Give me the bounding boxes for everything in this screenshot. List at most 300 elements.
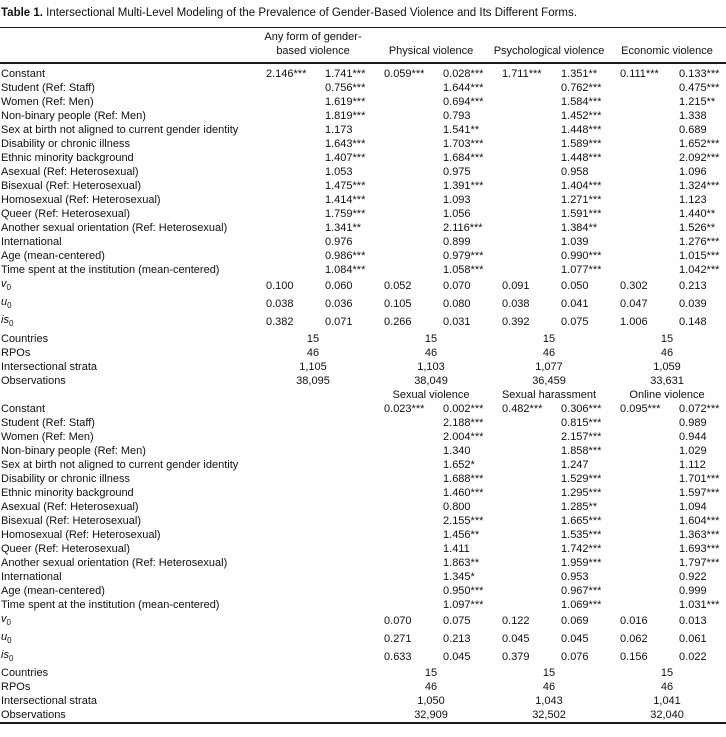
cell-value: 0.041	[561, 298, 589, 311]
cell-value: 0.080	[443, 298, 471, 311]
cell-value: 0.039	[679, 298, 707, 311]
cell-value: 1.541**	[443, 124, 480, 136]
cell-value: 1.295***	[561, 486, 602, 499]
table-row	[0, 207, 726, 221]
stats-value: 1,105	[299, 360, 327, 373]
cell-value: 0.482***	[502, 402, 543, 415]
cell-value	[254, 630, 313, 648]
row-label: Age (mean-centered)	[1, 584, 105, 597]
cell-value: 1.112	[679, 458, 706, 471]
cell-value: 1.475***	[325, 180, 366, 192]
cell-value	[608, 123, 667, 137]
cell-value	[313, 612, 372, 630]
cell-value: 0.922	[679, 570, 707, 583]
panel2-group-header: Sexual violence	[392, 388, 470, 401]
cell-value	[490, 109, 549, 123]
cell-value: 0.105	[384, 298, 412, 311]
cell-value: 1.652***	[679, 138, 720, 150]
cell-value: 1.688***	[443, 472, 484, 485]
stats-value: 46	[660, 346, 674, 359]
cell-value	[313, 444, 372, 458]
cell-value	[608, 109, 667, 123]
cell-value: 0.762***	[561, 82, 602, 94]
cell-value	[372, 542, 431, 556]
table-row	[0, 277, 726, 295]
cell-value	[490, 556, 549, 570]
cell-value: 1.597***	[679, 486, 720, 499]
cell-value: 0.072***	[679, 402, 720, 415]
cell-value	[313, 472, 372, 486]
cell-value: 1.701***	[679, 472, 720, 485]
cell-value	[254, 472, 313, 486]
table-row	[0, 444, 726, 458]
cell-value: 1.619***	[325, 96, 366, 108]
cell-value	[313, 648, 372, 666]
cell-value: 1.285**	[561, 500, 598, 513]
stats-value	[254, 666, 372, 680]
table-row	[0, 263, 726, 277]
cell-value: 0.070	[443, 280, 471, 293]
cell-value	[490, 249, 549, 263]
cell-value: 0.028***	[443, 68, 484, 80]
cell-value	[372, 165, 431, 179]
cell-value: 0.694***	[443, 96, 484, 108]
cell-value: 0.800	[443, 500, 471, 513]
cell-value	[372, 235, 431, 249]
cell-value	[608, 430, 667, 444]
cell-value	[254, 81, 313, 95]
table-row	[0, 81, 726, 95]
cell-value: 1.053	[325, 166, 353, 178]
panel2-body	[0, 388, 726, 724]
cell-value	[608, 598, 667, 612]
table-row	[0, 556, 726, 570]
column-group-physical: Physical violence	[388, 44, 474, 57]
cell-value	[608, 500, 667, 514]
cell-value	[608, 137, 667, 151]
cell-value: 1.460***	[443, 486, 484, 499]
stats-value: 46	[424, 346, 438, 359]
cell-value: 0.013	[679, 614, 707, 627]
cell-value	[372, 263, 431, 277]
cell-value	[254, 109, 313, 123]
row-label: $v_0$	[1, 612, 11, 627]
cell-value: 0.958	[561, 166, 589, 178]
cell-value: 1.589***	[561, 138, 602, 150]
row-label: Ethnic minority background	[1, 152, 134, 164]
cell-value: 0.999	[679, 584, 707, 597]
cell-value: 0.050	[561, 280, 589, 293]
cell-value: 1.391***	[443, 180, 484, 192]
cell-value	[490, 584, 549, 598]
cell-value: 1.711***	[502, 68, 542, 80]
cell-value	[608, 528, 667, 542]
cell-value: 1.693***	[679, 542, 720, 555]
cell-value	[608, 179, 667, 193]
cell-value: 1.797***	[679, 556, 720, 569]
table-row	[0, 598, 726, 612]
cell-value	[254, 458, 313, 472]
cell-value	[254, 514, 313, 528]
cell-value: 0.756***	[325, 82, 366, 94]
cell-value: 2.157***	[561, 430, 602, 443]
cell-value	[608, 584, 667, 598]
cell-value	[313, 584, 372, 598]
cell-value	[254, 165, 313, 179]
panel2-group-header: Sexual harassment	[501, 388, 597, 401]
cell-value	[490, 458, 549, 472]
cell-value	[490, 472, 549, 486]
cell-value	[608, 444, 667, 458]
stats-value: 15	[660, 332, 674, 345]
table-row	[0, 486, 726, 500]
cell-value	[490, 500, 549, 514]
cell-value	[490, 514, 549, 528]
cell-value	[608, 263, 667, 277]
cell-value	[313, 402, 372, 416]
cell-value: 1.584***	[561, 96, 602, 108]
cell-value: 0.070	[384, 614, 412, 627]
stats-value: 46	[660, 681, 674, 694]
row-label: Sex at birth not aligned to current gender identity	[1, 458, 239, 471]
cell-value: 2.188***	[443, 416, 484, 429]
cell-value: 1.247	[561, 458, 589, 471]
table-row	[0, 514, 726, 528]
cell-value: 0.060	[325, 280, 353, 293]
cell-value: 1.414***	[325, 194, 366, 206]
stats-value: 46	[542, 346, 556, 359]
row-label: International	[1, 236, 62, 248]
cell-value: 0.213	[679, 280, 707, 293]
cell-value	[254, 612, 313, 630]
table-row	[0, 472, 726, 486]
stats-value: 46	[306, 346, 320, 359]
row-label: Sex at birth not aligned to current gender identity	[1, 124, 239, 136]
cell-value	[254, 570, 313, 584]
table-row	[0, 63, 726, 81]
cell-value	[490, 542, 549, 556]
stats-value: 1,041	[653, 695, 681, 708]
cell-value: 1.529***	[561, 472, 602, 485]
cell-value: 0.038	[502, 298, 530, 311]
cell-value: 2.004***	[443, 430, 484, 443]
table-row	[0, 123, 726, 137]
table-stats-row	[0, 694, 726, 708]
cell-value	[490, 151, 549, 165]
stats-value: 15	[542, 332, 556, 345]
cell-value: 2.155***	[443, 514, 484, 527]
stats-value: 15	[306, 332, 320, 345]
cell-value	[372, 207, 431, 221]
row-label: $is_0$	[1, 648, 14, 664]
cell-value: 0.953	[561, 570, 589, 583]
cell-value: 1.440**	[679, 208, 716, 220]
cell-value	[254, 263, 313, 277]
cell-value: 0.975	[443, 166, 471, 178]
cell-value	[490, 263, 549, 277]
cell-value: 0.392	[502, 316, 530, 329]
cell-value: 0.016	[620, 614, 648, 627]
table-row	[0, 402, 726, 416]
cell-value: 1.029	[679, 444, 707, 457]
column-group-psychological: Psychological violence	[493, 44, 605, 57]
cell-value: 0.475***	[679, 82, 720, 94]
stats-value: 32,909	[414, 709, 448, 722]
cell-value	[372, 416, 431, 430]
stats-value: 32,502	[532, 709, 566, 722]
cell-value	[254, 584, 313, 598]
table-row	[0, 416, 726, 430]
cell-value: 1.042***	[679, 264, 720, 276]
cell-value: 0.213	[443, 632, 471, 645]
cell-value: 0.045	[561, 632, 589, 645]
row-label: $is_0$	[1, 314, 14, 329]
table-row	[0, 165, 726, 179]
cell-value: 1.643***	[325, 138, 366, 150]
cell-value	[490, 123, 549, 137]
cell-value: 1.384**	[561, 222, 598, 234]
row-label: $u_0$	[1, 630, 12, 645]
cell-value: 1.863**	[443, 556, 480, 569]
cell-value	[254, 444, 313, 458]
column-group-header-row	[0, 28, 726, 64]
cell-value: 0.976	[325, 236, 353, 248]
cell-value: 1.077***	[561, 264, 602, 276]
row-label: Bisexual (Ref: Heterosexual)	[1, 180, 142, 192]
table-title-text: Intersectional Multi-Level Modeling of the Prevalence of Gender-Based Violence and Its Different Forms.	[46, 7, 577, 19]
cell-value: 1.448***	[561, 124, 602, 136]
cell-value: 0.899	[443, 236, 471, 248]
column-group-economic: Economic violence	[621, 44, 713, 57]
cell-value	[372, 109, 431, 123]
cell-value	[254, 528, 313, 542]
cell-value	[313, 458, 372, 472]
row-label: Countries	[1, 332, 49, 345]
row-label: Asexual (Ref: Heterosexual)	[1, 500, 139, 513]
row-label: Time spent at the institution (mean-centered)	[1, 264, 220, 276]
table-row	[0, 612, 726, 630]
row-label: $u_0$	[1, 296, 12, 311]
cell-value	[254, 556, 313, 570]
cell-value: 1.015***	[679, 250, 720, 262]
cell-value: 1.652*	[443, 458, 475, 471]
row-label: RPOs	[1, 346, 31, 359]
cell-value: 0.979***	[443, 250, 484, 262]
cell-value: 1.411	[443, 542, 470, 555]
table-stats-row	[0, 346, 726, 360]
cell-value	[254, 486, 313, 500]
cell-value: 0.306***	[561, 402, 602, 415]
cell-value: 0.111***	[620, 68, 659, 80]
row-label: Disability or chronic illness	[1, 138, 130, 150]
cell-value: 0.047	[620, 298, 648, 311]
cell-value: 0.075	[443, 614, 471, 627]
cell-value	[490, 165, 549, 179]
table-row	[0, 249, 726, 263]
cell-value: 0.100	[266, 280, 294, 293]
results-table	[0, 27, 726, 724]
cell-value: 0.022	[679, 651, 707, 664]
row-label: Women (Ref: Men)	[1, 430, 94, 443]
cell-value	[254, 137, 313, 151]
cell-value: 0.076	[561, 651, 589, 664]
table-row	[0, 193, 726, 207]
stats-value: 1,050	[417, 695, 445, 708]
table-row	[0, 542, 726, 556]
cell-value: 1.173	[325, 124, 353, 136]
table-title	[0, 4, 726, 27]
cell-value	[313, 514, 372, 528]
cell-value	[490, 444, 549, 458]
stats-value: 15	[660, 667, 674, 680]
cell-value	[490, 570, 549, 584]
cell-value: 1.741***	[325, 68, 366, 80]
cell-value	[608, 570, 667, 584]
cell-value	[313, 630, 372, 648]
cell-value: 1.703***	[443, 138, 484, 150]
cell-value	[313, 556, 372, 570]
table-row	[0, 95, 726, 109]
cell-value	[608, 95, 667, 109]
cell-value	[608, 542, 667, 556]
table-row	[0, 137, 726, 151]
cell-value	[372, 598, 431, 612]
cell-value	[254, 207, 313, 221]
cell-value	[608, 193, 667, 207]
cell-value: 0.156	[620, 651, 648, 664]
cell-value: 1.271***	[561, 194, 602, 206]
cell-value	[313, 598, 372, 612]
row-label: Intersectional strata	[1, 695, 97, 708]
cell-value: 1.097***	[443, 598, 484, 611]
cell-value: 1.096	[679, 166, 707, 178]
row-label: Another sexual orientation (Ref: Heterosexual)	[1, 222, 228, 234]
cell-value: 0.133***	[679, 68, 720, 80]
row-label: Observations	[1, 374, 66, 387]
cell-value: 0.302	[620, 280, 648, 293]
cell-value: 1.448***	[561, 152, 602, 164]
cell-value: 0.148	[679, 316, 707, 329]
cell-value	[372, 556, 431, 570]
cell-value: 0.990***	[561, 250, 602, 262]
row-label: Homosexual (Ref: Heterosexual)	[1, 528, 161, 541]
cell-value	[313, 416, 372, 430]
cell-value: 0.793	[443, 110, 471, 122]
cell-value: 1.456**	[443, 528, 480, 541]
table-row	[0, 313, 726, 331]
cell-value: 0.382	[266, 316, 294, 329]
cell-value: 0.059***	[384, 68, 425, 80]
row-label: Ethnic minority background	[1, 486, 134, 499]
row-label: $v_0$	[1, 278, 11, 293]
cell-value	[254, 416, 313, 430]
cell-value: 0.061	[679, 632, 707, 645]
row-label: Asexual (Ref: Heterosexual)	[1, 166, 139, 178]
cell-value: 0.071	[325, 316, 353, 329]
panel2-group-header	[254, 388, 372, 402]
row-label-header	[0, 28, 254, 64]
stats-value: 1,077	[535, 360, 563, 373]
cell-value: 1.363***	[679, 528, 720, 541]
cell-value: 0.045	[502, 632, 530, 645]
cell-value: 1.324***	[679, 180, 720, 192]
cell-value	[372, 500, 431, 514]
cell-value: 0.633	[384, 651, 412, 664]
cell-value	[254, 598, 313, 612]
cell-value: 0.091	[502, 280, 530, 293]
cell-value: 0.986***	[325, 250, 366, 262]
cell-value: 1.452***	[561, 110, 602, 122]
cell-value: 1.351**	[561, 68, 598, 80]
cell-value	[313, 528, 372, 542]
cell-value	[254, 249, 313, 263]
cell-value: 0.266	[384, 316, 412, 329]
cell-value: 1.123	[679, 194, 707, 206]
cell-value	[608, 235, 667, 249]
cell-value: 0.031	[443, 316, 471, 329]
cell-value: 0.023***	[384, 402, 425, 415]
cell-value: 0.052	[384, 280, 412, 293]
cell-value: 0.038	[266, 298, 294, 311]
table-stats-row	[0, 708, 726, 723]
table-row	[0, 295, 726, 313]
cell-value: 0.815***	[561, 416, 602, 429]
table-title-number: Table 1.	[1, 7, 43, 19]
cell-value: 2.146***	[266, 68, 307, 80]
cell-value: 1.094	[679, 500, 707, 513]
row-label: Time spent at the institution (mean-centered)	[1, 598, 220, 611]
table-row	[0, 151, 726, 165]
table-stats-row	[0, 680, 726, 694]
cell-value	[254, 193, 313, 207]
cell-value	[490, 486, 549, 500]
cell-value: 1.039	[561, 236, 589, 248]
cell-value: 0.379	[502, 651, 530, 664]
cell-value	[313, 542, 372, 556]
stats-value: 38,049	[414, 374, 448, 387]
cell-value	[372, 584, 431, 598]
cell-value	[372, 179, 431, 193]
cell-value	[372, 151, 431, 165]
cell-value: 1.093	[443, 194, 471, 206]
stats-value: 15	[542, 667, 556, 680]
stats-value: 1,059	[653, 360, 681, 373]
cell-value: 1.404***	[561, 180, 602, 192]
cell-value: 0.062	[620, 632, 648, 645]
cell-value: 0.950***	[443, 584, 484, 597]
table-row	[0, 500, 726, 514]
stats-value	[254, 694, 372, 708]
cell-value	[313, 570, 372, 584]
panel1-body	[0, 63, 726, 388]
cell-value	[490, 416, 549, 430]
cell-value: 0.095***	[620, 402, 661, 415]
cell-value: 1.084***	[325, 264, 366, 276]
cell-value	[608, 416, 667, 430]
stats-value: 15	[424, 332, 438, 345]
cell-value	[254, 123, 313, 137]
cell-value	[254, 151, 313, 165]
cell-value	[372, 137, 431, 151]
cell-value	[490, 95, 549, 109]
cell-value: 0.689	[679, 124, 707, 136]
cell-value	[372, 528, 431, 542]
cell-value	[254, 500, 313, 514]
row-label: Student (Ref: Staff)	[1, 416, 95, 429]
cell-value: 1.215**	[679, 96, 716, 108]
cell-value: 1.006	[620, 316, 648, 329]
cell-value	[254, 221, 313, 235]
